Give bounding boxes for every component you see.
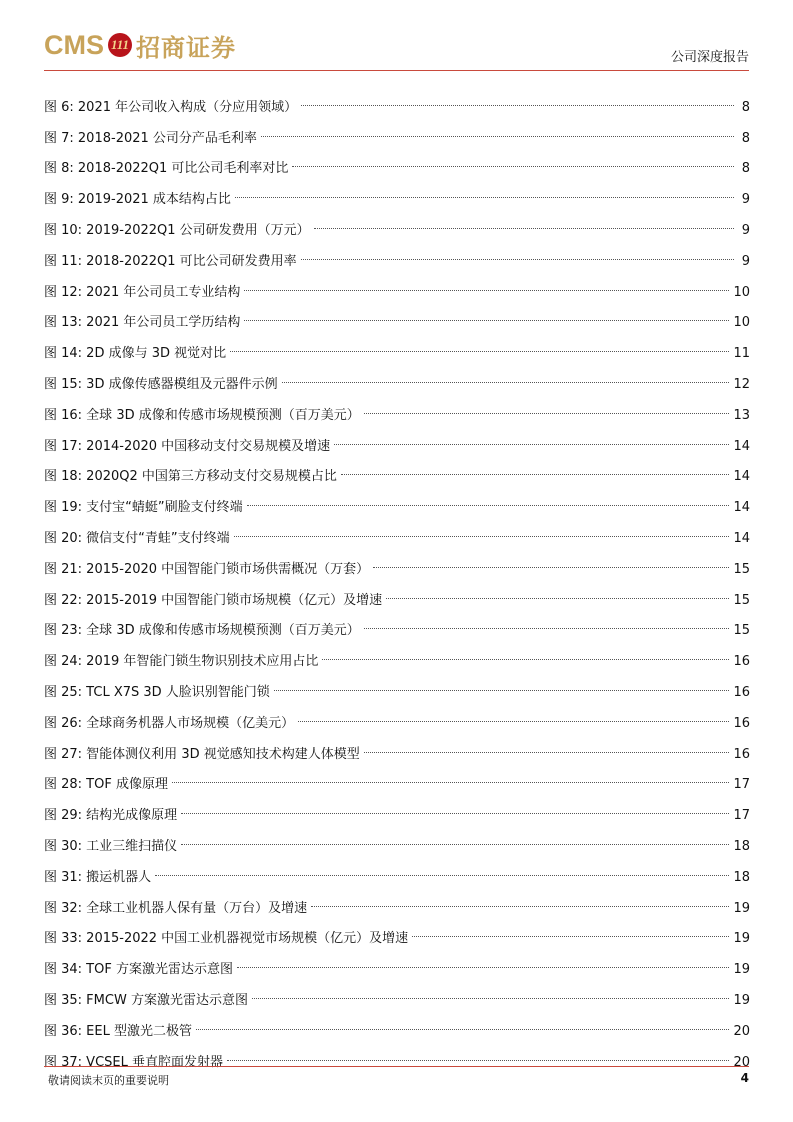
toc-entry-label[interactable]: 图 31: 搬运机器人 <box>44 869 152 885</box>
logo-cms-text: CMS <box>44 29 104 60</box>
toc-dot-leader <box>172 782 729 783</box>
toc-dot-leader <box>311 906 729 907</box>
toc-dot-leader <box>341 474 730 475</box>
toc-entry-label[interactable]: 图 29: 结构光成像原理 <box>44 808 178 824</box>
toc-entry-page[interactable]: 19 <box>733 931 750 947</box>
toc-dot-leader <box>364 752 730 753</box>
toc-entry-page[interactable]: 9 <box>741 222 750 238</box>
toc-entry-label[interactable]: 图 6: 2021 年公司收入构成（分应用领域） <box>44 99 298 115</box>
toc-dot-leader <box>282 382 730 383</box>
toc-entry[interactable] <box>44 515 750 546</box>
toc-entry-label[interactable]: 图 8: 2018-2022Q1 可比公司毛利率对比 <box>44 161 289 177</box>
toc-entry-page[interactable]: 16 <box>733 715 750 731</box>
toc-entry-label[interactable]: 图 25: TCL X7S 3D 人脸识别智能门锁 <box>44 684 270 700</box>
toc-dot-leader <box>261 136 734 137</box>
toc-entry[interactable] <box>44 1039 750 1070</box>
toc-entry[interactable] <box>44 608 750 639</box>
toc-entry[interactable] <box>44 176 750 207</box>
toc-entry-page[interactable]: 15 <box>733 561 750 577</box>
toc-entry[interactable] <box>44 146 750 177</box>
toc-entry[interactable] <box>44 546 750 577</box>
toc-entry-label[interactable]: 图 26: 全球商务机器人市场规模（亿美元） <box>44 715 295 731</box>
toc-entry-label[interactable]: 图 10: 2019-2022Q1 公司研发费用（万元） <box>44 222 310 238</box>
toc-entry-page[interactable]: 18 <box>733 838 750 854</box>
toc-entry-page[interactable]: 15 <box>733 623 750 639</box>
toc-entry-label[interactable]: 图 34: TOF 方案激光雷达示意图 <box>44 962 233 978</box>
toc-entry-label[interactable]: 图 23: 全球 3D 成像和传感市场规模预测（百万美元） <box>44 623 360 639</box>
toc-entry[interactable] <box>44 207 750 238</box>
toc-entry-label[interactable]: 图 13: 2021 年公司员工学历结构 <box>44 315 241 331</box>
toc-dot-leader <box>234 536 730 537</box>
toc-entry-page[interactable]: 16 <box>733 684 750 700</box>
toc-dot-leader <box>301 105 734 106</box>
footer-divider <box>44 1066 749 1067</box>
toc-entry-label[interactable]: 图 15: 3D 成像传感器模组及元器件示例 <box>44 376 278 392</box>
report-type: 公司深度报告 <box>670 50 749 65</box>
toc-dot-leader <box>301 259 734 260</box>
toc-entry-label[interactable]: 图 33: 2015-2022 中国工业机器视觉市场规模（亿元）及增速 <box>44 931 409 947</box>
toc-entry-page[interactable]: 8 <box>741 130 750 146</box>
toc-entry-page[interactable]: 9 <box>741 192 750 208</box>
toc-entry[interactable] <box>44 731 750 762</box>
toc-entry[interactable] <box>44 669 750 700</box>
toc-entry-page[interactable]: 14 <box>733 500 750 516</box>
toc-dot-leader <box>244 320 729 321</box>
toc-entry-label[interactable]: 图 19: 支付宝“蜻蜓”刷脸支付终端 <box>44 500 243 516</box>
toc-dot-leader <box>364 628 730 629</box>
toc-entry-page[interactable]: 20 <box>733 1023 750 1039</box>
toc-entry-page[interactable]: 8 <box>741 161 750 177</box>
toc-entry-page[interactable]: 18 <box>733 869 750 885</box>
toc-entry-label[interactable]: 图 36: EEL 型激光二极管 <box>44 1023 192 1039</box>
toc-entry[interactable] <box>44 454 750 485</box>
toc-dot-leader <box>252 998 730 999</box>
toc-entry[interactable] <box>44 854 750 885</box>
toc-dot-leader <box>364 413 730 414</box>
toc-dot-leader <box>373 567 729 568</box>
toc-entry[interactable] <box>44 300 750 331</box>
toc-entry[interactable] <box>44 885 750 916</box>
toc-entry-label[interactable]: 图 27: 智能体测仪利用 3D 视觉感知技术构建人体模型 <box>44 746 360 762</box>
toc-dot-leader <box>292 166 734 167</box>
toc-entry[interactable] <box>44 423 750 454</box>
toc-entry-page[interactable]: 19 <box>733 992 750 1008</box>
toc-entry-page[interactable]: 9 <box>741 253 750 269</box>
toc-entry-page[interactable]: 15 <box>733 592 750 608</box>
toc-entry-label[interactable]: 图 35: FMCW 方案激光雷达示意图 <box>44 992 248 1008</box>
toc-entry[interactable] <box>44 916 750 947</box>
toc-dot-leader <box>386 598 729 599</box>
toc-entry-label[interactable]: 图 20: 微信支付“青蛙”支付终端 <box>44 530 230 546</box>
toc-entry-page[interactable]: 17 <box>733 777 750 793</box>
toc-dot-leader <box>274 690 730 691</box>
toc-dot-leader <box>155 875 729 876</box>
toc-entry[interactable] <box>44 269 750 300</box>
toc-entry-label[interactable]: 图 9: 2019-2021 成本结构占比 <box>44 192 231 208</box>
toc-entry[interactable] <box>44 762 750 793</box>
cms-logo <box>44 28 236 62</box>
toc-entry[interactable] <box>44 700 750 731</box>
figure-table-of-contents <box>44 84 750 1070</box>
toc-entry-page[interactable]: 10 <box>733 315 750 331</box>
toc-entry[interactable] <box>44 392 750 423</box>
toc-entry[interactable] <box>44 1008 750 1039</box>
toc-entry[interactable] <box>44 238 750 269</box>
toc-entry-page[interactable]: 10 <box>733 284 750 300</box>
header-divider <box>44 70 749 71</box>
toc-entry-page[interactable]: 14 <box>733 530 750 546</box>
toc-entry-page[interactable]: 16 <box>733 654 750 670</box>
toc-dot-leader <box>235 197 734 198</box>
toc-dot-leader <box>298 721 729 722</box>
toc-entry-page[interactable]: 20 <box>733 1054 750 1070</box>
toc-dot-leader <box>322 659 729 660</box>
toc-dot-leader <box>237 967 729 968</box>
toc-entry[interactable] <box>44 484 750 515</box>
toc-entry[interactable] <box>44 946 750 977</box>
toc-entry-page[interactable]: 12 <box>733 376 750 392</box>
toc-entry[interactable] <box>44 577 750 608</box>
toc-dot-leader <box>244 290 729 291</box>
toc-entry-label[interactable]: 图 17: 2014-2020 中国移动支付交易规模及增速 <box>44 438 331 454</box>
toc-entry-label[interactable]: 图 18: 2020Q2 中国第三方移动支付交易规模占比 <box>44 469 337 485</box>
toc-entry[interactable] <box>44 361 750 392</box>
toc-entry-label[interactable]: 图 21: 2015-2020 中国智能门锁市场供需概况（万套） <box>44 561 370 577</box>
toc-dot-leader <box>227 1060 729 1061</box>
toc-entry[interactable] <box>44 823 750 854</box>
toc-entry[interactable] <box>44 977 750 1008</box>
page-header <box>0 0 793 72</box>
logo-cn-text: 招商证券 <box>136 32 236 62</box>
toc-entry[interactable] <box>44 638 750 669</box>
toc-entry-label[interactable]: 图 7: 2018-2021 公司分产品毛利率 <box>44 130 257 146</box>
toc-entry-page[interactable]: 19 <box>733 900 750 916</box>
toc-dot-leader <box>247 505 730 506</box>
toc-dot-leader <box>196 1029 729 1030</box>
toc-entry[interactable] <box>44 330 750 361</box>
toc-entry[interactable] <box>44 792 750 823</box>
toc-entry-label[interactable]: 图 28: TOF 成像原理 <box>44 777 168 793</box>
toc-entry-page[interactable]: 8 <box>741 99 750 115</box>
toc-entry-label[interactable]: 图 14: 2D 成像与 3D 视觉对比 <box>44 346 227 362</box>
toc-entry-label[interactable]: 图 22: 2015-2019 中国智能门锁市场规模（亿元）及增速 <box>44 592 383 608</box>
toc-entry-page[interactable]: 14 <box>733 469 750 485</box>
toc-dot-leader <box>230 351 729 352</box>
toc-dot-leader <box>334 444 729 445</box>
toc-entry-label[interactable]: 图 32: 全球工业机器人保有量（万台）及增速 <box>44 900 308 916</box>
toc-entry-page[interactable]: 11 <box>733 346 750 362</box>
toc-entry-page[interactable]: 13 <box>733 407 750 423</box>
toc-entry-label[interactable]: 图 37: VCSEL 垂直腔面发射器 <box>44 1054 223 1070</box>
toc-entry-label[interactable]: 图 12: 2021 年公司员工专业结构 <box>44 284 241 300</box>
toc-entry-label[interactable]: 图 24: 2019 年智能门锁生物识别技术应用占比 <box>44 654 319 670</box>
toc-dot-leader <box>314 228 734 229</box>
toc-dot-leader <box>412 936 729 937</box>
toc-entry[interactable] <box>44 115 750 146</box>
logo-emblem-icon: 111 <box>108 33 132 57</box>
toc-dot-leader <box>181 813 729 814</box>
toc-entry-page[interactable]: 16 <box>733 746 750 762</box>
toc-entry-page[interactable]: 17 <box>733 808 750 824</box>
toc-entry-page[interactable]: 19 <box>733 962 750 978</box>
page-number: 4 <box>740 1071 749 1085</box>
toc-entry[interactable] <box>44 84 750 115</box>
toc-entry-label[interactable]: 图 16: 全球 3D 成像和传感市场规模预测（百万美元） <box>44 407 360 423</box>
toc-entry-page[interactable]: 14 <box>733 438 750 454</box>
toc-entry-label[interactable]: 图 30: 工业三维扫描仪 <box>44 838 178 854</box>
disclaimer-note: 敬请阅读末页的重要说明 <box>48 1074 169 1087</box>
toc-entry-label[interactable]: 图 11: 2018-2022Q1 可比公司研发费用率 <box>44 253 297 269</box>
toc-dot-leader <box>181 844 729 845</box>
